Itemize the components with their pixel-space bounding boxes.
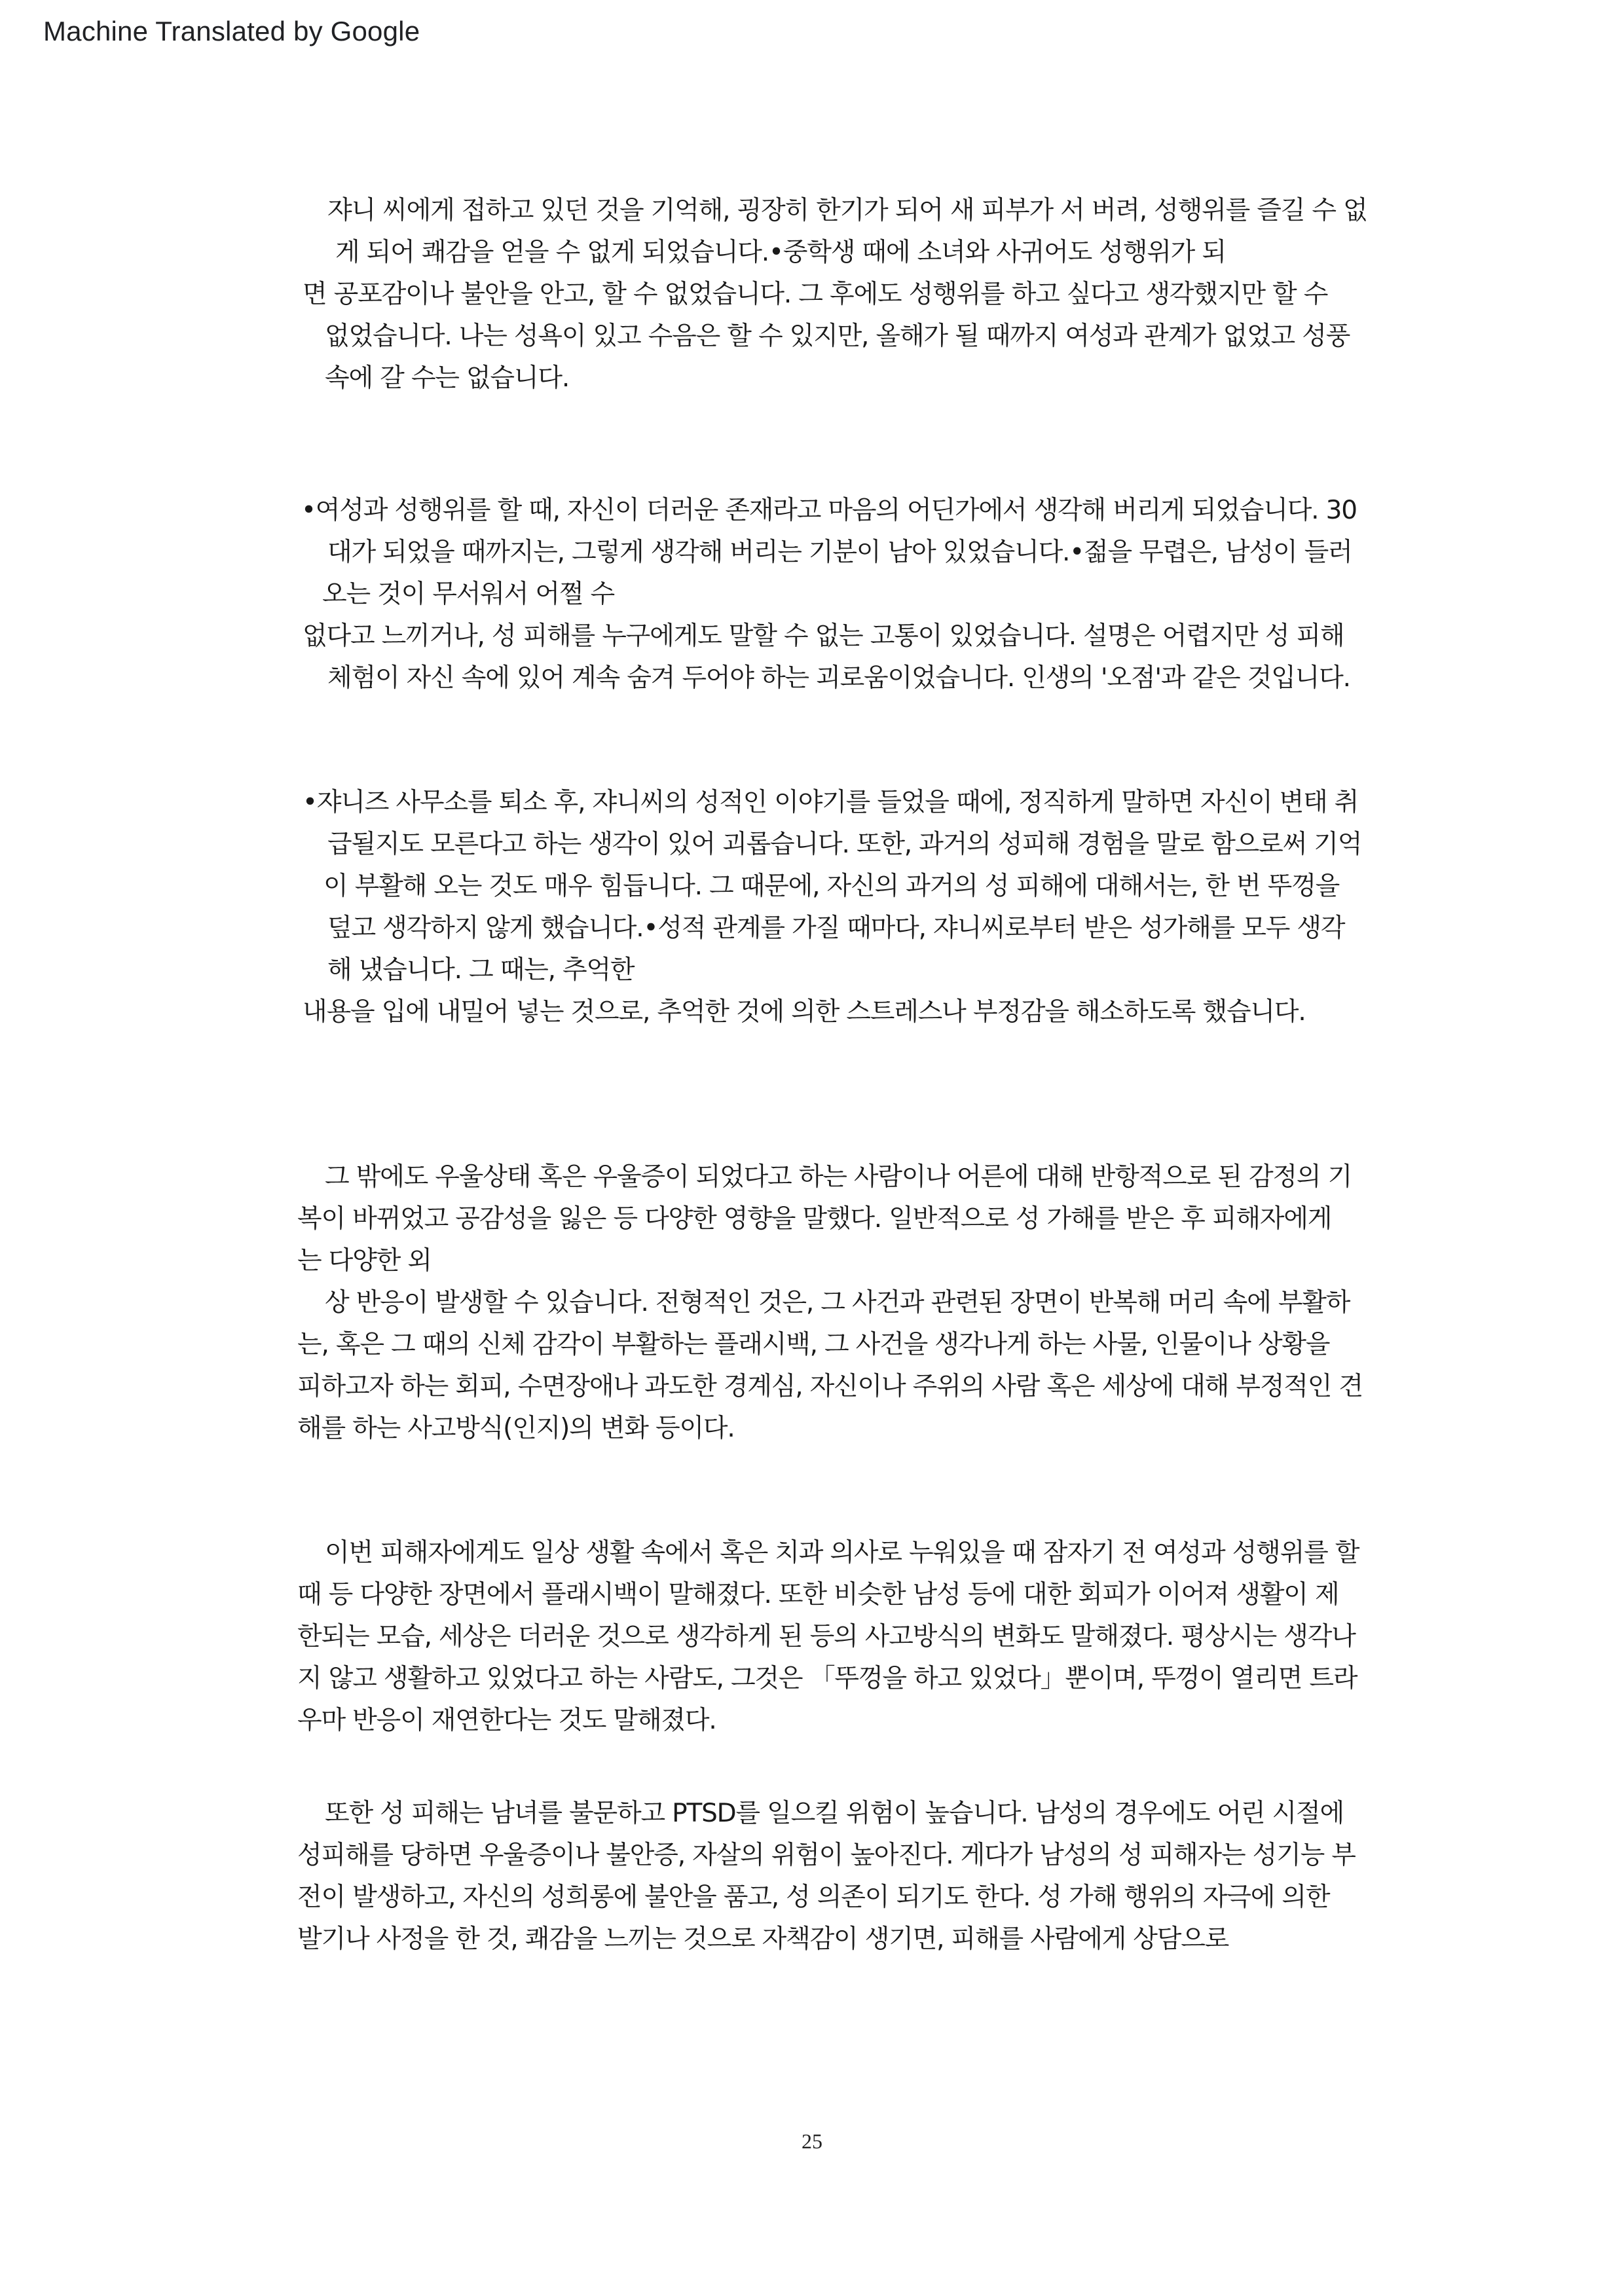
- paragraph-line: 덮고 생각하지 않게 했습니다.•성적 관계를 가질 때마다, 쟈니씨로부터 받은 성가해를 모두 생각: [327, 913, 1345, 943]
- paragraph-5: [295, 1532, 1447, 1742]
- paragraph-line: 게 되어 쾌감을 얻을 수 없게 되었습니다.•중학생 때에 소녀와 사귀어도 성행위가 되: [335, 238, 1226, 267]
- paragraph-line: 해 냈습니다. 그 때는, 추억한: [327, 955, 635, 985]
- paragraph-line: 피하고자 하는 회피, 수면장애나 과도한 경계심, 자신이나 주위의 사람 혹은 세상에 대해 부정적인 견: [297, 1372, 1363, 1401]
- paragraph-line: 체험이 자신 속에 있어 계속 숨겨 두어야 하는 괴로움이었습니다. 인생의 '오점'과 같은 것입니다.: [327, 663, 1350, 693]
- paragraph-line: •여성과 성행위를 할 때, 자신이 더러운 존재라고 마음의 어딘가에서 생각해 버리게 되었습니다. 30: [301, 496, 1357, 525]
- paragraph-line: 전이 발생하고, 자신의 성희롱에 불안을 품고, 성 의존이 되기도 한다. 성 가해 행위의 자극에 의한: [297, 1882, 1330, 1912]
- paragraph-line: 속에 갈 수는 없습니다.: [325, 363, 570, 393]
- paragraph-line: 우마 반응이 재연한다는 것도 말해졌다.: [297, 1706, 716, 1735]
- paragraph-line: 대가 되었을 때까지는, 그렇게 생각해 버리는 기분이 남아 있었습니다.•젊을 무렵은, 남성이 들러: [327, 538, 1352, 567]
- paragraph-2: [295, 490, 1447, 699]
- paragraph-line: 때 등 다양한 장면에서 플래시백이 말해졌다. 또한 비슷한 남성 등에 대한 회피가 이어져 생활이 제: [297, 1580, 1339, 1609]
- paragraph-line: 이번 피해자에게도 일상 생활 속에서 혹은 치과 의사로 누워있을 때 잠자기 전 여성과 성행위를 할: [325, 1538, 1359, 1568]
- paragraph-line: 해를 하는 사고방식(인지)의 변화 등이다.: [297, 1414, 735, 1443]
- paragraph-line: 내용을 입에 내밀어 넣는 것으로, 추억한 것에 의한 스트레스나 부정감을 해소하도록 했습니다.: [303, 997, 1306, 1027]
- paragraph-line: 또한 성 피해는 남녀를 불문하고 PTSD를 일으킬 위험이 높습니다. 남성의 경우에도 어린 시절에: [325, 1799, 1344, 1828]
- paragraph-line: 면 공포감이나 불안을 안고, 할 수 없었습니다. 그 후에도 성행위를 하고 싶다고 생각했지만 할 수: [303, 280, 1328, 309]
- paragraph-line: 없다고 느끼거나, 성 피해를 누구에게도 말할 수 없는 고통이 있었습니다. 설명은 어렵지만 성 피해: [303, 621, 1344, 651]
- paragraph-4: [295, 1156, 1447, 1450]
- paragraph-line: 이 부활해 오는 것도 매우 힘듭니다. 그 때문에, 자신의 과거의 성 피해에 대해서는, 한 번 뚜껑을: [323, 872, 1340, 901]
- paragraph-line: •쟈니즈 사무소를 퇴소 후, 쟈니씨의 성적인 이야기를 들었을 때에, 정직하게 말하면 자신이 변태 취: [303, 788, 1359, 817]
- page-number: 25: [802, 2129, 822, 2153]
- machine-translation-banner: Machine Translated by Google: [43, 16, 420, 46]
- paragraph-line: 그 밖에도 우울상태 혹은 우울증이 되었다고 하는 사람이나 어른에 대해 반항적으로 된 감정의 기: [325, 1162, 1352, 1192]
- paragraph-line: 없었습니다. 나는 성욕이 있고 수음은 할 수 있지만, 올해가 될 때까지 여성과 관계가 없었고 성풍: [325, 321, 1350, 351]
- paragraph-line: 복이 바뀌었고 공감성을 잃은 등 다양한 영향을 말했다. 일반적으로 성 가해를 받은 후 피해자에게: [297, 1204, 1332, 1234]
- paragraph-line: 상 반응이 발생할 수 있습니다. 전형적인 것은, 그 사건과 관련된 장면이 반복해 머리 속에 부활하: [325, 1288, 1350, 1317]
- paragraph-3: [295, 782, 1447, 1033]
- paragraph-line: 발기나 사정을 한 것, 쾌감을 느끼는 것으로 자책감이 생기면, 피해를 사람에게 상담으로: [297, 1924, 1229, 1954]
- paragraph-line: 쟈니 씨에게 접하고 있던 것을 기억해, 굉장히 한기가 되어 새 피부가 서 버려, 성행위를 즐길 수 없: [327, 196, 1367, 225]
- paragraph-line: 급될지도 모른다고 하는 생각이 있어 괴롭습니다. 또한, 과거의 성피해 경험을 말로 함으로써 기억: [327, 830, 1362, 859]
- paragraph-line: 지 않고 생활하고 있었다고 하는 사람도, 그것은 「뚜껑을 하고 있었다」뿐이며, 뚜껑이 열리면 트라: [297, 1664, 1357, 1693]
- paragraph-1: [295, 190, 1447, 399]
- paragraph-line: 는, 혹은 그 때의 신체 감각이 부활하는 플래시백, 그 사건을 생각나게 하는 사물, 인물이나 상황을: [297, 1330, 1330, 1359]
- paragraph-line: 는 다양한 외: [297, 1246, 432, 1276]
- paragraph-line: 한되는 모습, 세상은 더러운 것으로 생각하게 된 등의 사고방식의 변화도 말해졌다. 평상시는 생각나: [297, 1622, 1356, 1651]
- paragraph-line: 오는 것이 무서워서 어쩔 수: [322, 579, 615, 609]
- paragraph-6: [295, 1793, 1447, 1960]
- paragraph-line: 성피해를 당하면 우울증이나 불안증, 자살의 위험이 높아진다. 게다가 남성의 성 피해자는 성기능 부: [297, 1841, 1356, 1870]
